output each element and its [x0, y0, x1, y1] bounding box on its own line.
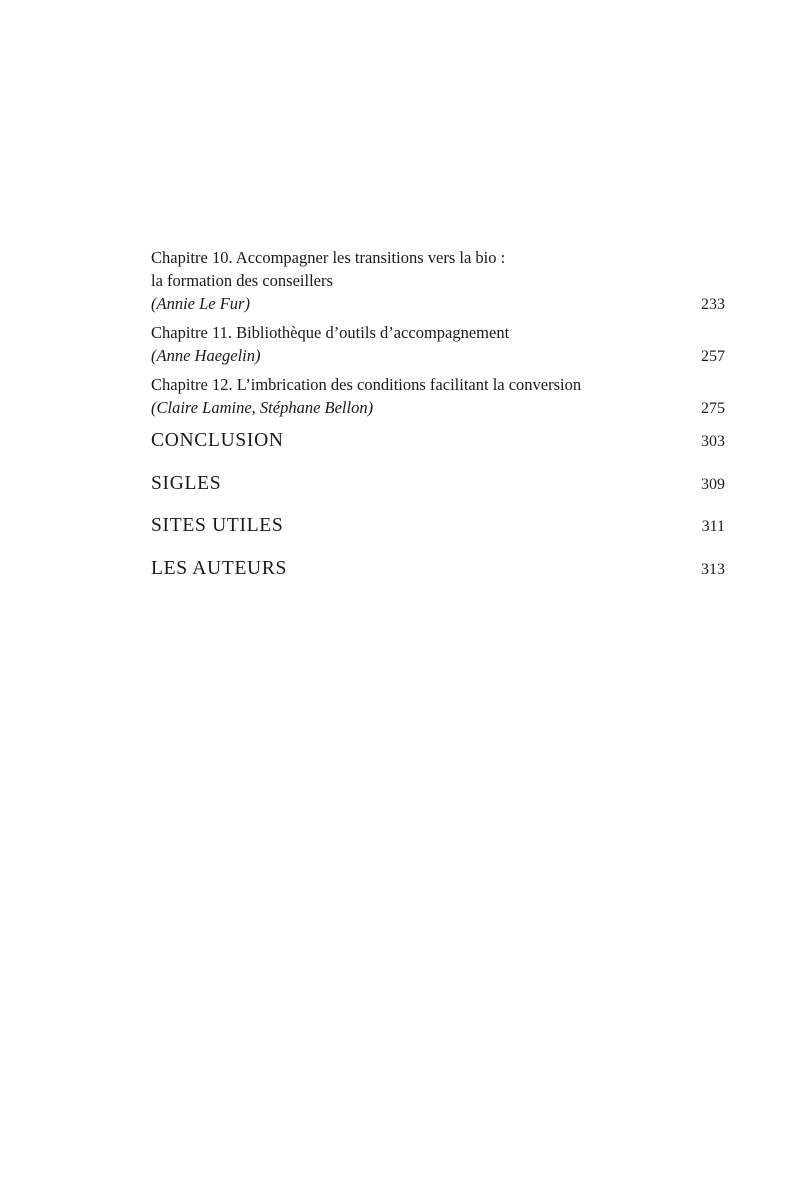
chapter-title-line: Chapitre 10. Accompagner les transitions vers la bio : — [151, 248, 506, 267]
chapter-title-line: la formation des conseillers — [151, 271, 333, 290]
page-number: 313 — [701, 560, 725, 578]
toc-entry-les-auteurs — [151, 558, 725, 601]
toc-entry-sigles — [151, 473, 725, 516]
page-number: 233 — [701, 296, 725, 313]
toc-entry-chapter-12 — [151, 373, 725, 420]
chapter-author: (Annie Le Fur) — [151, 294, 250, 313]
table-of-contents — [151, 246, 725, 600]
chapter-title-line: Chapitre 12. L’imbrication des conditions facilitant la conversion — [151, 375, 582, 394]
section-title: SIGLES — [151, 472, 222, 494]
chapter-author-row — [151, 396, 725, 420]
page-number: 257 — [701, 348, 725, 365]
section-title: SITES UTILES — [151, 515, 284, 536]
page-number: 303 — [701, 433, 725, 450]
chapter-author: (Anne Haegelin) — [151, 346, 261, 365]
page-number: 309 — [701, 475, 725, 493]
chapter-title-line: Chapitre 11. Bibliothèque d’outils d’accompagnement — [151, 323, 510, 342]
chapter-author-row — [151, 344, 725, 368]
toc-entry-conclusion — [151, 430, 725, 473]
section-title: CONCLUSION — [151, 430, 284, 451]
chapter-author-row — [151, 292, 725, 316]
toc-entry-chapter-10 — [151, 246, 725, 316]
toc-entry-chapter-11 — [151, 321, 725, 368]
page-number: 275 — [701, 400, 725, 417]
section-title: LES AUTEURS — [151, 557, 288, 579]
chapter-author: (Claire Lamine, Stéphane Bellon) — [151, 398, 374, 417]
toc-entry-sites-utiles — [151, 515, 725, 558]
page-number: 311 — [701, 518, 725, 535]
